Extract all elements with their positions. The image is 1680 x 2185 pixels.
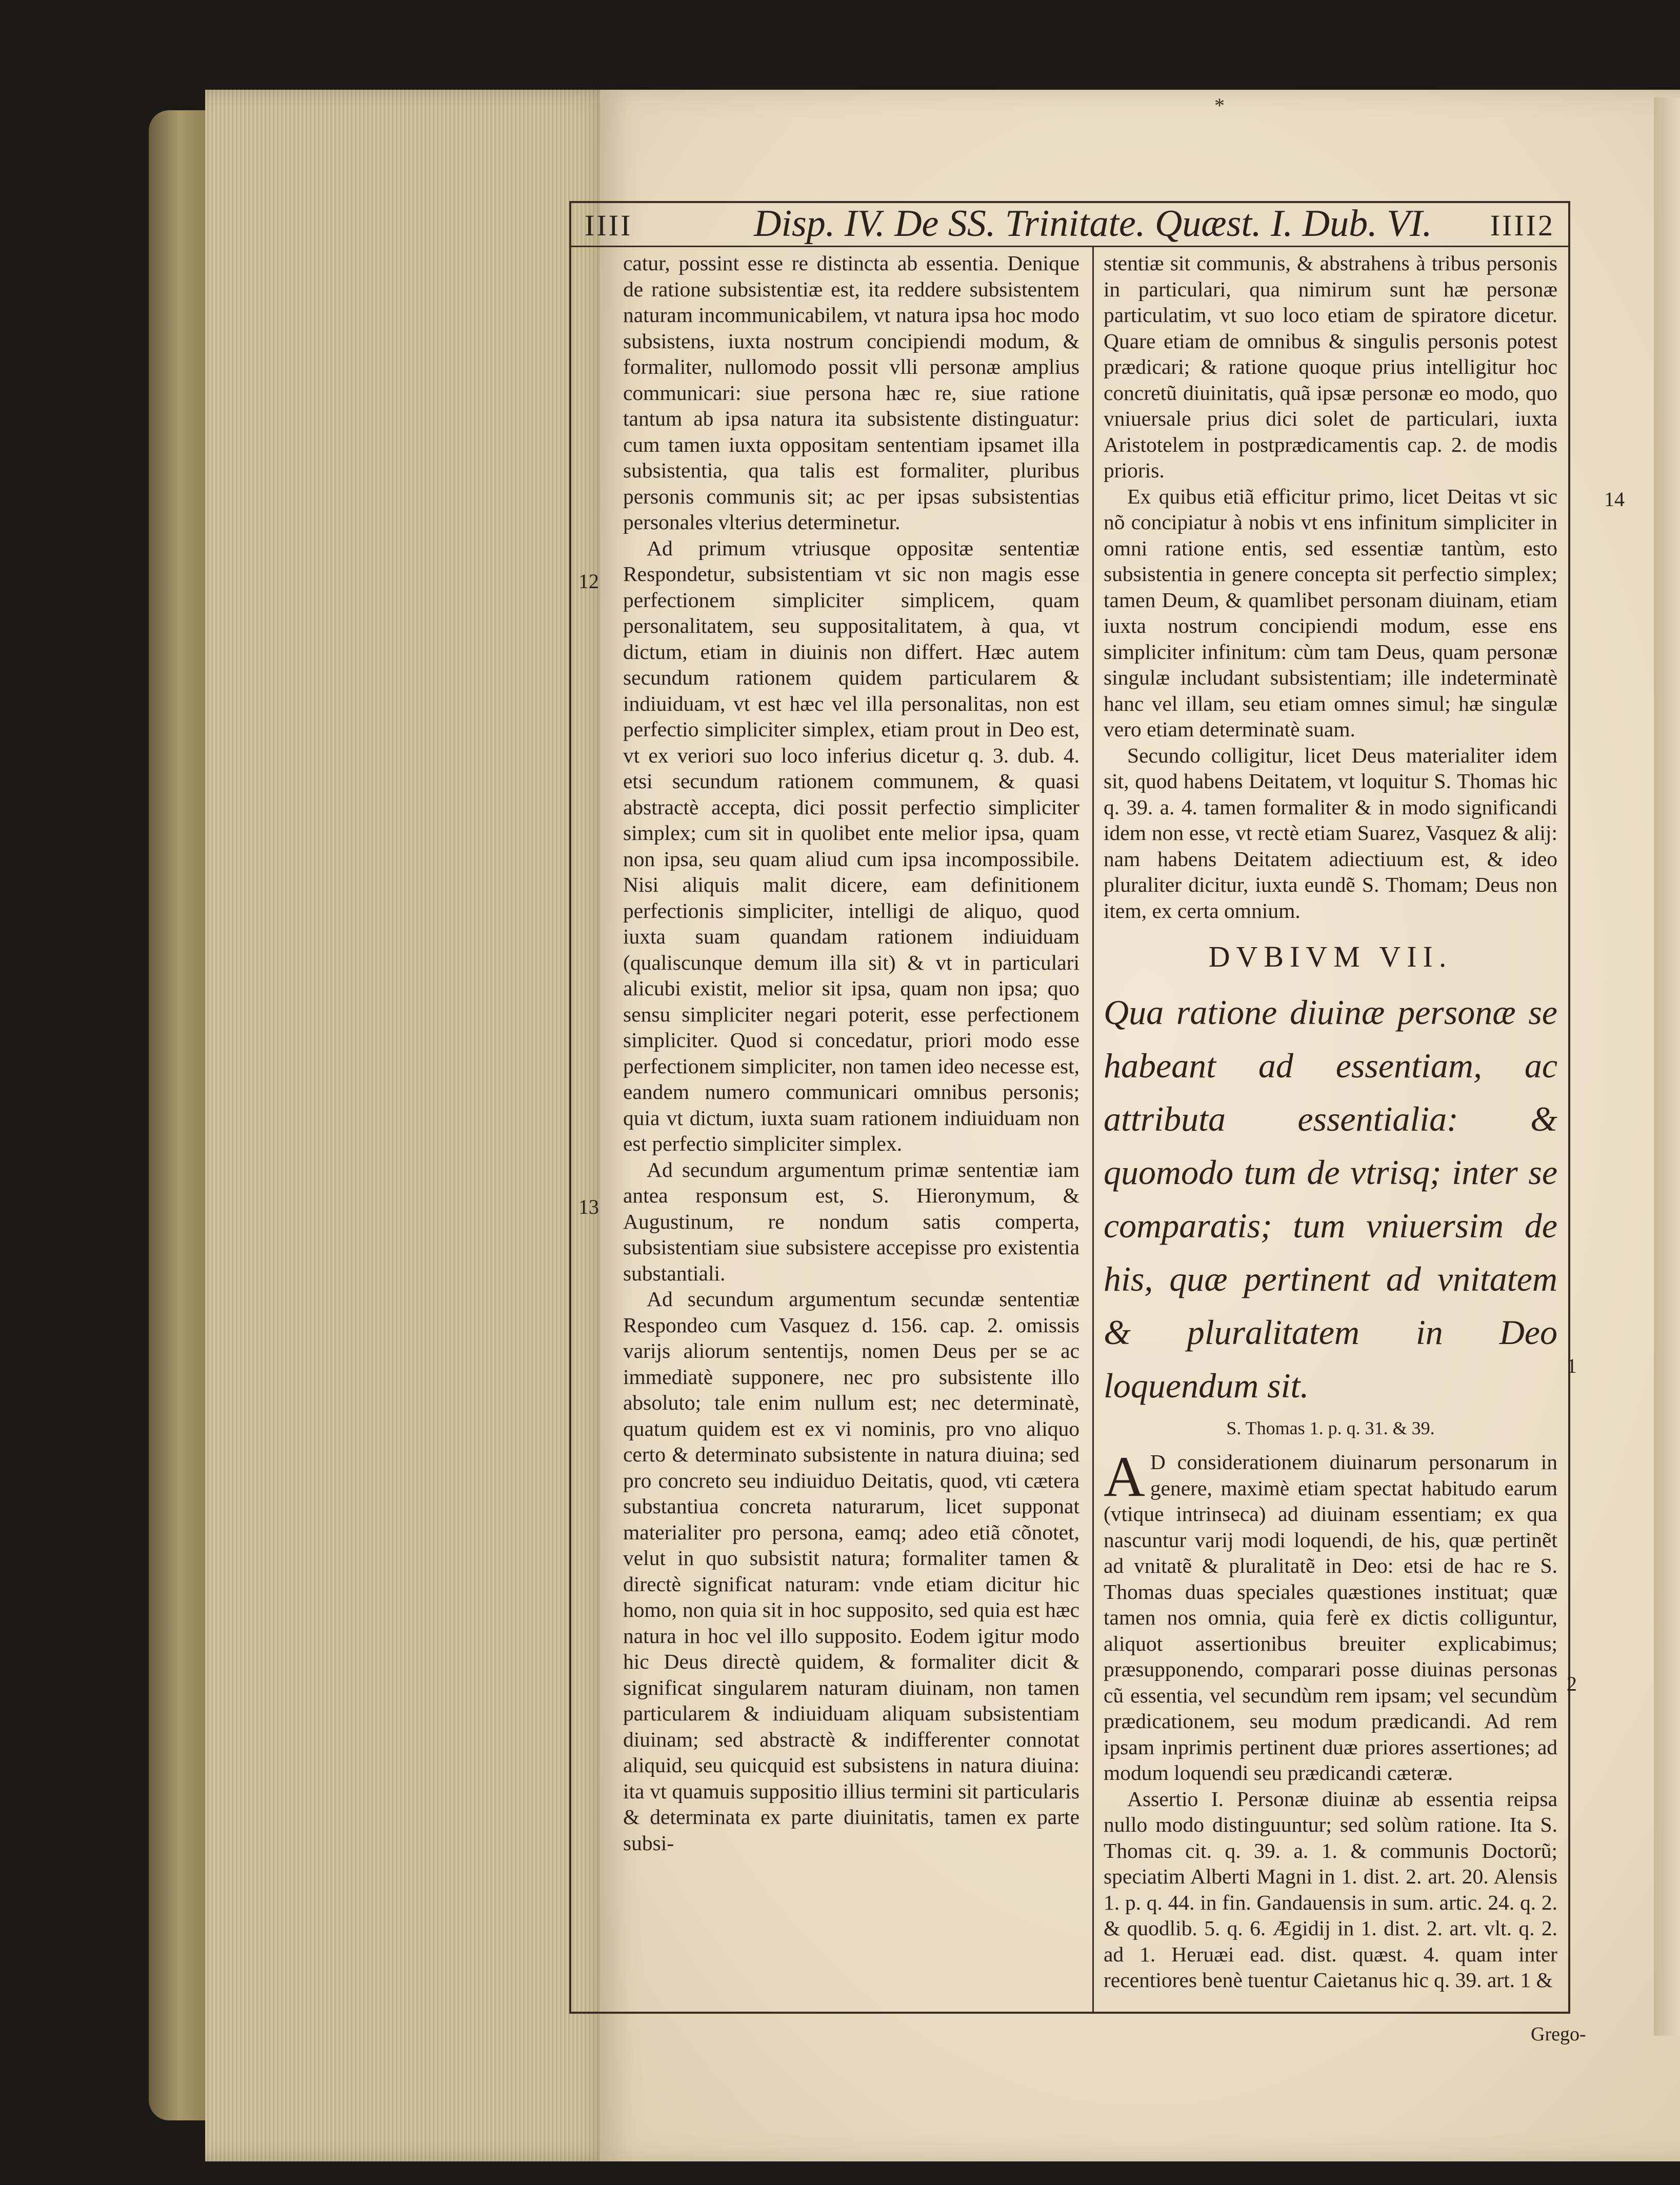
catchword: Grego- [1531,2023,1586,2045]
citation: S. Thomas 1. p. q. 31. & 39. [1226,1417,1435,1438]
page-number-right: IIII2 [1490,209,1555,242]
running-title: Disp. IV. De SS. Trinitate. Quæst. I. Dub. VI. [754,203,1432,245]
paragraph: Ad secundum argumentum primæ sententiæ iam antea responsum est, S. Hieronymum, & Augustinum, re nondum satis comperta, subsistentiam siue subsistere accepisse pro existentia substantiali. [623,1157,1079,1285]
page-number-left: IIII [585,209,633,242]
question-title: Qua ratione diuinæ personæ se habeant ad essentiam, ac attributa essentialia: & quomodo tum de vtrisq; inter se comparatis; tum vniuersim de his, quæ pertinent ad vnitatem & pluralitatem in Deo loquendum sit. [1104,992,1557,1405]
paragraph: catur, possint esse re distincta ab essentia. Denique de ratione subsistentiæ est, ita reddere subsistentem naturam incommunicabilem, vt natura ipsa hoc modo subsistens, iuxta nostrum concipiendi modum, & formaliter, nullomodo possit vlli personæ amplius communicari: siue persona hæc re, siue ratione tantum ab ipsa natura ita subsistente distinguatur: cum tamen iuxta oppositam sententiam ipsamet illa subsistentia, qua talis est formaliter, pluribus personis communis sit; ac per ipsas subsistentias personales vlterius determinetur. [623,251,1079,534]
facing-page-edge [1654,97,1680,2036]
paragraph: Secundo colligitur, licet Deus materialiter idem sit, quod habens Deitatem, vt loquitur S. Thomas hic q. 39. a. 4. tamen formaliter & in modo significandi idem non esse, vt rectè etiam Suarez, Vasquez & alij: nam habens Deitatem adiectiuum est, & ideo pluraliter dicitur, iuxta eundẽ S. Thomam; Deus non item, ex certa omnium. [1104,743,1557,923]
paragraph: stentiæ sit communis, & abstrahens à tribus personis in particulari, qua nimirum sunt hæ personæ particulatim, vt suo loco etiam de spiratore dicetur. Quare etiam de omnibus & singulis personis potest prædicari; & ratione quoque prius intelligitur hoc concretũ diuinitatis, quã ipsæ personæ eo modo, quo vniuersale prius dici solet de particulari, iuxta Aristotelem in postprædicamentis cap. 2. de modis prioris. [1104,251,1557,482]
paragraph: Ad secundum argumentum secundæ sententiæ Respondeo cum Vasquez d. 156. cap. 2. omissis varijs aliorum sententijs, nomen Deus per se ac immediatè supponere, nec pro subsistente illo absoluto; tale enim nullum est; nec determinatè, quatum quidem est ex vi nominis, pro vno aliquo certo & determinato subsistente in natura diuina; sed pro concreto seu indiuiduo Deitatis, quod, vti cætera substantiua concreta naturarum, licet supponat materialiter pro persona, eamq; adeo etiã cõnotet, velut in quo subsistit natura; formaliter tamen & directè significat naturam: vnde etiam dicitur hic homo, non quia sit in hoc supposito, sed quia est hæc natura in hoc vel illo supposito. Eodem igitur modo hic Deus directè quidem, & formaliter dicit & significat singularem naturam diuinam, non tamen particularem & indiuiduam aliquam subsistentiam diuinam; sed abstractè & indifferenter connotat aliquid, seu quicquid est subsistens in natura diuina: ita vt quamuis suppositio illius termini sit particularis & determinata ex parte diuinitatis, tamen ex parte subsi- [623,1287,1079,1855]
drop-cap: A [1104,1445,1145,1509]
margin-number: 2 [1567,1672,1577,1695]
paragraph-text: D considerationem diuinarum personarum in genere, maximè etiam spectat habitudo earum (vtique intrinseca) ad diuinam essentiam; ex qua nascuntur varij modi loquendi, de his, quæ pertinẽt ad vnitatẽ & pluralitatẽ in Deo: etsi de hac re S. Thomas duas speciales quæstiones instituat; quæ tamen nos omnia, quia ferè ex dictis colliguntur, aliquot assertionibus breuiter explicabimus; præsupponendo, comparari posse diuinas personas cũ essentia, vel secundùm rem ipsam; vel secundùm prædicationem, seu modum prædicandi. Ad rem ipsam inprimis pertinent duæ priores assertiones; ad modum loquendi seu prædicandi cæteræ. [1104,1450,1557,1785]
paragraph: Assertio I. Personæ diuinæ ab essentia reipsa nullo modo distinguuntur; sed solùm ratione. Ita S. Thomas cit. q. 39. a. 1. & communis Doctorũ; speciatim Alberti Magni in 1. dist. 2. art. 20. Alensis 1. p. q. 44. in fin. Gandauensis in sum. artic. 24. q. 2. & quodlib. 5. q. 6. Ægidij in 1. dist. 2. art. vlt. q. 2. ad 1. Heruæi ead. dist. quæst. 4. quam inter recentiores benè tuentur Caietanus hic q. 39. art. 1 & [1104,1787,1557,1992]
right-column [1104,250,1557,1993]
running-header [569,199,1570,247]
margin-number: 14 [1604,488,1625,511]
left-column [623,250,1079,1856]
column-divider [1092,247,1094,2014]
margin-number: 12 [578,570,599,593]
page-edges [205,90,615,2161]
section-heading: DVBIVM VII. [1208,940,1453,973]
paragraph [1104,1445,1557,1786]
margin-number: 1 [1567,1354,1577,1377]
top-mark: * [1214,94,1225,117]
paragraph: Ad primum vtriusque oppositæ sententiæ Respondetur, subsistentiam vt sic non magis esse perfectionem simpliciter simplicem, quam personalitatem, seu suppositalitatem, à qua, vt dictum, etiam in diuinis non differt. Hæc autem secundum rationem quidem particularem & indiuiduam, vt est hæc vel illa personalitas, non est perfectio simpliciter simplex, etiam prout in Deo est, vt ex veriori suo loco inferius dicetur q. 3. dub. 4. etsi secundum rationem communem, & quasi abstractè accepta, dici possit perfectio simpliciter simplex; cum sit in quolibet ente melior ipsa, quam non ipsa, seu quam aliud cum ipsa incompossibile. Nisi aliquis malit dicere, eam definitionem perfectionis simpliciter, intelligi de aliquo, quod iuxta suam quandam rationem indiuiduam (qualiscunque demum illa sit) & vt in particulari alicubi existit, melior sit ipsa, quam non ipsa; quo sensu simpliciter negari poterit, esse perfectionem simpliciter. Quod si concedatur, priori modo esse perfectionem simpliciter, non tamen ideo necesse est, eandem numero communicari omnibus personis; quia vt dictum, iuxta suam rationem indiuiduam non est perfectio simpliciter simplex. [623,536,1079,1155]
margin-number: 13 [578,1195,599,1218]
paragraph: Ex quibus etiã efficitur primo, licet Deitas vt sic nõ concipiatur à nobis vt ens infinitum simpliciter in omni ratione entis, sed essentiæ tantùm, esto subsistentia in genere concepta sit perfectio simplex; tamen Deum, & quamlibet personam diuinam, etiam iuxta nostrum concipiendi modum, esse ens simpliciter infinitum: cùm tam Deus, quam personæ singulæ includant subsistentiam; ille indeterminatè hanc vel illam, seu etiam omnes simul; hæ singulæ vero etiam determinatè suam. [1104,484,1557,741]
